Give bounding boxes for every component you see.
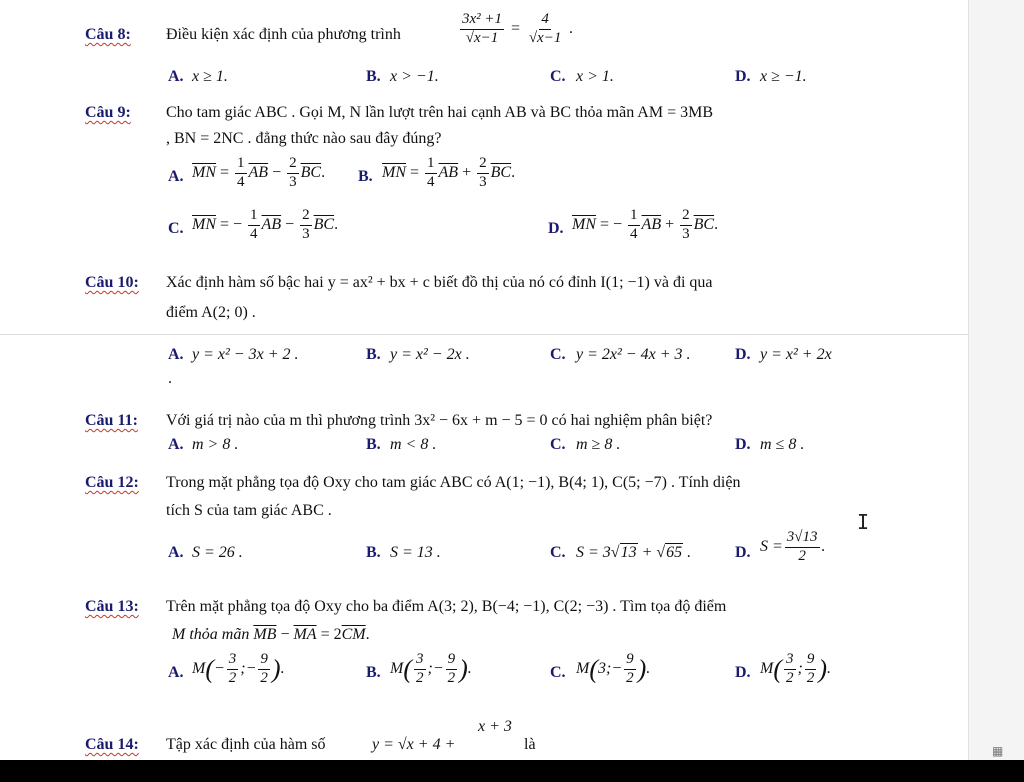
fraction-numerator: 3 <box>227 652 239 670</box>
question-12-cont <box>0 496 968 528</box>
option-label: C. <box>168 220 184 237</box>
sign: 3; <box>598 659 612 677</box>
question-text: Tập xác định của hàm số <box>166 736 326 753</box>
option-value: S = 3√13 + √65 . <box>576 544 692 561</box>
sign: − <box>245 659 257 677</box>
option-label: C. <box>550 346 566 363</box>
option-value: M( $\frac{3}{2}$ ;− $\frac{9}{2}$ ). <box>390 651 472 686</box>
equation: y = √x + 4 + <box>372 736 456 753</box>
operator: + <box>665 215 675 233</box>
fraction-numerator: 9 <box>446 652 458 670</box>
fraction-numerator: 3 <box>784 652 796 670</box>
question-text: Cho tam giác ABC . Gọi M, N lần lượt trên hai cạnh AB và BC thỏa mãn AM = 3MB <box>166 104 714 121</box>
question-13-options <box>0 650 968 696</box>
operator: + <box>637 544 657 561</box>
option-label: A. <box>168 168 184 185</box>
option-value: M(− $\frac{3}{2}$ ;− $\frac{9}{2}$ ). <box>192 651 285 686</box>
sign: − <box>432 659 444 677</box>
fraction-numerator: 9 <box>258 652 270 670</box>
fraction-denominator: 2 <box>416 669 424 686</box>
fraction-numerator: 2 <box>477 156 489 174</box>
option-value: x ≥ −1. <box>760 68 807 85</box>
taskbar <box>0 760 1024 782</box>
option-value <box>382 156 515 191</box>
vector: $\overline{MN}$ <box>572 215 596 233</box>
option-value: S = 26 . <box>192 544 243 561</box>
vector: $\overline{MB}$ <box>253 626 277 643</box>
option-label: B. <box>366 346 381 363</box>
option-value: y = x² − 3x + 2 . <box>192 346 299 363</box>
expr-part: M <box>760 659 774 677</box>
option-value: m ≤ 8 . <box>760 436 805 453</box>
vector: $\overline{BC}$ <box>300 163 322 181</box>
vector: $\overline{MN}$ <box>192 215 216 233</box>
option-value: y = 2x² − 4x + 3 . <box>576 346 691 363</box>
sign: − <box>214 659 225 677</box>
fraction-denominator: 4 <box>237 173 245 190</box>
question-text-tail: là <box>524 736 536 753</box>
operator: + <box>462 163 472 181</box>
fraction-numerator: 3x² +1 <box>460 12 504 30</box>
fraction-denominator: √x−1 <box>465 29 499 46</box>
fraction-denominator: 2 <box>447 669 456 686</box>
option-value: M(3;− $\frac{9}{2}$ ). <box>576 651 651 686</box>
question-8 <box>0 11 968 52</box>
option-label: D. <box>735 346 751 363</box>
option-label: D. <box>735 664 751 681</box>
fraction-denominator: 2 <box>786 669 794 686</box>
radicand: 65 <box>666 544 683 561</box>
option-value: y = x² + 2x <box>760 346 832 363</box>
question-9-cont <box>0 124 968 156</box>
expr-part: S = <box>760 537 783 555</box>
option-label: A. <box>168 436 184 453</box>
option-label: B. <box>366 68 381 85</box>
period: . <box>714 215 719 233</box>
period: . <box>511 163 516 181</box>
option-label: A. <box>168 346 184 363</box>
fraction-denominator: 4 <box>630 225 638 242</box>
fraction-numerator: 4 <box>539 12 551 30</box>
option-label: B. <box>366 544 381 561</box>
fraction-denominator: 4 <box>427 173 435 190</box>
question-label: Câu 12: <box>85 474 139 491</box>
expr-part: M thỏa mãn <box>172 626 250 643</box>
stray-period: . <box>168 370 172 387</box>
option-value: m > 8 . <box>192 436 239 453</box>
vector: $\overline{CM}$ <box>341 626 366 643</box>
fraction-numerator: x + 3 <box>478 718 512 735</box>
option-label: A. <box>168 68 184 85</box>
option-value: x > −1. <box>390 68 439 85</box>
fraction-numerator: 1 <box>628 208 640 226</box>
period: . <box>821 537 826 555</box>
separator: ; <box>797 659 803 677</box>
fraction-numerator: 9 <box>805 652 817 670</box>
vector: $\overline{MN}$ <box>382 163 406 181</box>
equals-sign: = 2 <box>320 626 342 643</box>
equals-sign: = − <box>220 215 243 233</box>
option-value: M( $\frac{3}{2}$ ; $\frac{9}{2}$ ). <box>760 651 831 686</box>
expr-part: S = 3 <box>576 544 611 561</box>
question-text: điểm A(2; 0) . <box>166 304 256 321</box>
question-label: Câu 13: <box>85 598 139 615</box>
question-text: tích S của tam giác ABC . <box>166 502 332 519</box>
fraction-denominator: 2 <box>260 669 268 686</box>
question-text: , BN = 2NC . đẳng thức nào sau đây đúng? <box>166 130 442 147</box>
period: . <box>467 659 472 677</box>
separator: ; <box>240 659 246 677</box>
fraction-denominator: 2 <box>798 547 806 564</box>
fraction-numerator: 9 <box>624 652 636 670</box>
fraction-denominator: 3 <box>302 225 310 242</box>
period: . <box>365 626 370 643</box>
option-value: S = 13 . <box>390 544 441 561</box>
question-text <box>172 626 370 644</box>
option-label: C. <box>550 68 566 85</box>
fraction-numerator: 2 <box>680 208 692 226</box>
option-label: A. <box>168 664 184 681</box>
sign: − <box>611 659 623 677</box>
vector: $\overline{BC}$ <box>490 163 512 181</box>
fraction-numerator: 1 <box>248 208 260 226</box>
fraction-denominator: 3 <box>682 225 690 242</box>
expr-part: M <box>192 659 206 677</box>
option-label: D. <box>735 544 751 561</box>
option-label: D. <box>735 436 751 453</box>
text-cursor-icon: I <box>857 510 870 534</box>
fraction-denominator: 3 <box>289 173 297 190</box>
option-label: D. <box>548 220 564 237</box>
separator: ; <box>427 659 433 677</box>
operator: − <box>272 163 282 181</box>
fraction-denominator: 2 <box>626 669 634 686</box>
fraction-numerator: 2 <box>300 208 312 226</box>
option-value <box>572 208 718 243</box>
vector: $\overline{BC}$ <box>693 215 715 233</box>
equals-sign: = <box>220 163 230 181</box>
vector: $\overline{BC}$ <box>313 215 335 233</box>
question-8-options <box>0 62 968 94</box>
question-10 <box>0 268 968 300</box>
option-label: B. <box>358 168 373 185</box>
option-value: m < 8 . <box>390 436 437 453</box>
operator: − <box>280 626 290 643</box>
question-9-options-ab <box>0 156 968 196</box>
option-value <box>760 530 826 565</box>
fraction-numerator: 3√13 <box>785 530 820 548</box>
question-text: Với giá trị nào của m thì phương trình 3x² − 6x + m − 5 = 0 có hai nghiệm phân biệt? <box>166 412 713 429</box>
expr-part: M <box>390 659 404 677</box>
fraction-numerator: 3 <box>414 652 426 670</box>
vector: $\overline{AB}$ <box>641 215 662 233</box>
fraction-denominator: 3 <box>479 173 487 190</box>
option-value <box>192 156 325 191</box>
equals-sign: = <box>510 19 521 37</box>
radicand: 13 <box>620 544 637 561</box>
vector: $\overline{MA}$ <box>293 626 317 643</box>
stray-period-line <box>0 366 968 398</box>
question-12-options <box>0 530 968 574</box>
period: . <box>321 163 326 181</box>
fraction-numerator: 1 <box>235 156 247 174</box>
question-text: Trong mặt phẳng tọa độ Oxy cho tam giác ABC có A(1; −1), B(4; 1), C(5; −7) . Tính diện <box>166 474 741 491</box>
equals-sign: = <box>410 163 420 181</box>
equation <box>458 12 573 47</box>
fraction-numerator: 2 <box>287 156 299 174</box>
option-label: B. <box>366 664 381 681</box>
option-label: B. <box>366 436 381 453</box>
option-label: A. <box>168 544 184 561</box>
question-label: Câu 10: <box>85 274 139 291</box>
question-10-cont <box>0 298 968 330</box>
question-text: Điều kiện xác định của phương trình <box>166 26 401 43</box>
question-13-cont <box>0 620 968 652</box>
period: . <box>334 215 339 233</box>
question-label: Câu 11: <box>85 412 138 429</box>
question-label: Câu 14: <box>85 736 139 753</box>
vector: $\overline{AB}$ <box>261 215 282 233</box>
option-label: C. <box>550 664 566 681</box>
question-label: Câu 8: <box>85 26 131 43</box>
period: . <box>827 659 831 677</box>
fraction-denominator: √x−1 <box>528 29 562 46</box>
period: . <box>569 19 574 37</box>
divider <box>0 334 968 335</box>
tray-icon[interactable]: ▦ <box>992 744 1004 758</box>
option-value: m ≥ 8 . <box>576 436 621 453</box>
vector: $\overline{AB}$ <box>248 163 269 181</box>
option-label: C. <box>550 544 566 561</box>
question-label: Câu 9: <box>85 104 131 121</box>
question-text: Trên mặt phẳng tọa độ Oxy cho ba điểm A(3; 2), B(−4; −1), C(2; −3) . Tìm tọa độ điểm <box>166 598 727 615</box>
option-label: D. <box>735 68 751 85</box>
option-value: x > 1. <box>576 68 614 85</box>
option-value <box>192 208 338 243</box>
option-value: x ≥ 1. <box>192 68 228 85</box>
vector: $\overline{MN}$ <box>192 163 216 181</box>
fraction-denominator: 4 <box>250 225 258 242</box>
period: . <box>280 659 285 677</box>
question-text: Xác định hàm số bậc hai y = ax² + bx + c biết đồ thị của nó có đỉnh I(1; −1) và đi qua <box>166 274 713 291</box>
vector: $\overline{AB}$ <box>438 163 459 181</box>
question-14 <box>0 718 968 760</box>
equals-sign: = − <box>600 215 623 233</box>
expr-part: M <box>576 659 590 677</box>
question-11-options <box>0 430 968 462</box>
fraction-denominator: 2 <box>806 669 815 686</box>
option-value: y = x² − 2x . <box>390 346 470 363</box>
viewer-side-panel <box>968 0 1024 760</box>
fraction-numerator: 1 <box>425 156 437 174</box>
option-label: C. <box>550 436 566 453</box>
question-9-options-cd <box>0 208 968 248</box>
period: . <box>646 659 651 677</box>
fraction-denominator: 2 <box>228 669 237 686</box>
period: . <box>683 544 692 561</box>
operator: − <box>285 215 295 233</box>
